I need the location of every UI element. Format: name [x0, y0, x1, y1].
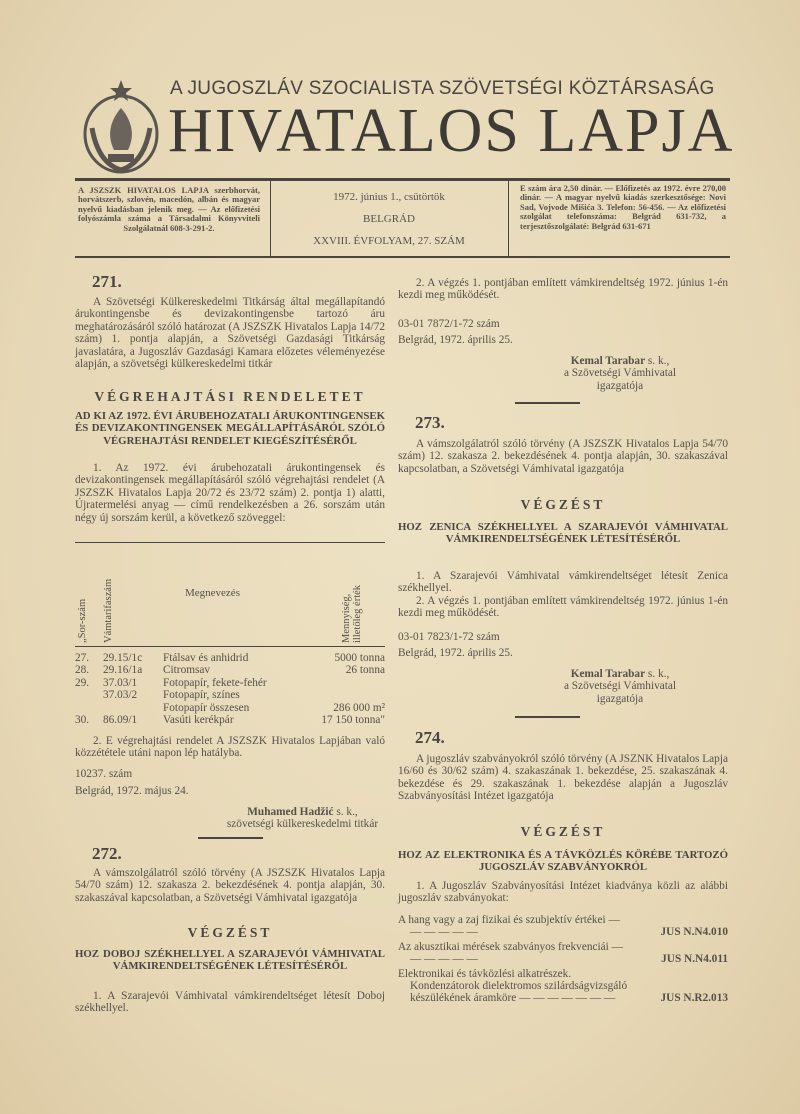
section-number: 271. [92, 272, 122, 291]
section-divider [198, 837, 263, 839]
decree-paragraph: 1. A Jugoszláv Szabványosítási Intézet kiadványa közli az alábbi jugoszláv szabványokat: [398, 880, 728, 905]
signer-title: a Szövetségi Vámhivatal igazgatója [563, 367, 677, 392]
section-number: 273. [415, 413, 445, 432]
reference-number: 03-01 7823/1-72 szám [398, 631, 500, 643]
table-cell [75, 702, 103, 714]
signature [220, 806, 385, 831]
standard-title: Elektronikai és távközlési alkatrészek. Kondenzátorok dielektromos szilárdságvizsgáló készülékének áramköre — — — — — — — [398, 967, 628, 1005]
signer-name: Kemal Tarabar [570, 355, 646, 367]
table-cell: Citromsav [163, 664, 211, 677]
place-date: Belgrád, 1972. április 25. [398, 334, 513, 346]
table-row [75, 689, 385, 701]
masthead-supertitle: A JUGOSZLÁV SZOCIALISTA SZÖVETSÉGI KÖZTÁRSASÁG [170, 78, 715, 99]
decree-title: VÉGZÉST [187, 925, 273, 940]
issue-number: XXVIII. ÉVFOLYAM, 27. SZÁM [313, 235, 465, 247]
table-row [75, 714, 385, 726]
table-cell: 26 tonna [345, 664, 385, 677]
table-row [75, 677, 385, 689]
table-cell: Fotopapír összesen [163, 701, 250, 714]
quota-table [75, 542, 385, 726]
coat-of-arms-emblem [78, 78, 164, 182]
standard-item [398, 968, 728, 1005]
section-divider [515, 402, 580, 404]
header-tariff: Vámtarifaszám [103, 578, 114, 643]
signer-title: szövetségi külkereskedelmi titkár [226, 818, 379, 831]
decree-subtitle: HOZ AZ ELEKTRONIKA ÉS A TÁVKÖZLÉS KÖRÉBE TARTOZÓ JUGOSZLÁV SZABVÁNYOKRÓL [398, 849, 728, 874]
signature [545, 668, 695, 705]
header-top-rule [75, 178, 730, 181]
table-cell: 286 000 m² [333, 701, 385, 714]
place-date: Belgrád, 1972. április 25. [398, 647, 513, 659]
standard-code: JUS N.N4.010 [660, 926, 728, 939]
table-cell: Fotopapír, fekete-fehér [163, 676, 267, 689]
standard-code: JUS N.N4.011 [661, 953, 728, 966]
header-name: Megnevezés [185, 587, 240, 599]
decree-paragraph: 1. Az 1972. évi árubehozatali árukontingensek és devizakontingensek megállapításáról szóló végrehajtási rendelet (A JSZSZK Hivatalos Lapja 20/72 és 23/72 szám) 2. pontja 1) alatti, Újratermelési anyag — című rendelkezésben a 26. sorszám után négy új sorszám kerül, a következő szöveggel: [75, 462, 385, 524]
signer-title: a Szövetségi Vámhivatal igazgatója [563, 680, 677, 705]
table-cell: 27. [75, 652, 90, 664]
section-intro: A jugoszláv szabványokról szóló törvény (A JSZNK Hivatalos Lapja 16/60 és 30/62 szám) 4. szakaszának 1. bekezdése, 25. szakaszának 4. bekezdése és 29. szakaszának 1. bekezdése alapján a Jugoszláv Szabványosítási Intézet igazgatója [398, 753, 728, 803]
header-serial: „Sor-szám [77, 598, 88, 643]
place-date: Belgrád, 1972. május 24. [75, 785, 189, 797]
section-number: 274. [415, 728, 445, 747]
table-cell: 37.03/2 [103, 689, 138, 702]
decree-paragraph: 2. E végrehajtási rendelet A JSZSZK Hivatalos Lapjában való közzététele utáni napon lép hatályba. [75, 735, 385, 760]
decree-subtitle: AD KI AZ 1972. ÉVI ÁRUBEHOZATALI ÁRUKONTINGENSEK ÉS DEVIZAKONTINGENSEK MEGÁLLAPÍTÁSÁRÓL SZÓLÓ VÉGREHAJTÁSI RENDELET KIEGÉSZÍTÉSÉRŐL [75, 410, 385, 447]
signer-name: Muhamed Hadžić [247, 806, 334, 818]
table-cell: 37.03/1 [103, 676, 138, 689]
section-intro: A vámszolgálatról szóló törvény (A JSZSZK Hivatalos Lapja 54/70 szám) 12. szakasza 2. bekezdésének 4. pontja alapján, 30. szakaszával kapcsolatban, a Szövetségi Vámhivatal igazgatója [75, 867, 385, 904]
decree-subtitle: HOZ ZENICA SZÉKHELLYEL A SZARAJEVÓI VÁMHIVATAL VÁMKIRENDELTSÉGÉNEK LÉTESÍTÉSÉRŐL [398, 521, 728, 546]
publication-info: A JSZSZK HIVATALOS LAPJA szerbhorvát, horvátszerb, szlovén, macedón, albán és magyar nyelvű kiadásban jelenik meg. — Az előfizetési folyószámla száma a Társadalmi Könyvviteli Szolgálatnál 608-3-291-2. [78, 185, 260, 233]
standard-code: JUS N.R2.013 [660, 992, 728, 1005]
signer-suffix: s. k., [336, 806, 358, 818]
table-row [75, 702, 385, 714]
decree-paragraph: 1. A Szarajevói Vámhivatal vámkirendeltséget létesít Zenica székhellyel. [398, 570, 728, 595]
table-cell: 29.16/1a [103, 664, 143, 677]
standard-item [398, 941, 728, 966]
header-quantity: Mennyiség, illetőleg érték [341, 584, 363, 643]
decree-title: VÉGZÉST [520, 824, 606, 839]
decree-paragraph: 2. A végzés 1. pontjában említett vámkirendeltség 1972. június 1-én kezdi meg működését. [398, 277, 728, 302]
table-row [75, 652, 385, 664]
table-cell [103, 702, 163, 714]
signer-suffix: s. k., [647, 668, 670, 680]
table-cell: 30. [75, 714, 90, 727]
table-header [75, 543, 385, 647]
reference-number: 10237. szám [75, 768, 133, 780]
table-cell: Vasúti kerékpár [163, 714, 234, 727]
signer-name: Kemal Tarabar [570, 668, 646, 680]
table-cell [298, 677, 385, 689]
signature [545, 355, 695, 392]
decree-subtitle: HOZ DOBOJ SZÉKHELLYEL A SZARAJEVÓI VÁMHIVATAL VÁMKIRENDELTSÉGÉNEK LÉTESÍTÉSÉRŐL [75, 948, 385, 973]
divider [270, 181, 271, 256]
issue-date: 1972. június 1., csütörtök [333, 191, 445, 203]
reference-number: 03-01 7872/1-72 szám [398, 318, 500, 330]
signer-suffix: s. k., [647, 355, 670, 367]
standard-item [398, 914, 728, 939]
table-cell: 17 150 tonna" [321, 714, 385, 727]
issue-info [290, 188, 488, 251]
table-cell: 28. [75, 664, 90, 677]
decree-title: VÉGZÉST [520, 497, 606, 512]
standard-title: A hang vagy a zaj fizikai és szubjektív értékei — — — — — — [398, 914, 620, 939]
issue-city: BELGRÁD [363, 213, 415, 225]
section-divider [515, 716, 580, 718]
table-cell [75, 689, 103, 701]
standard-title: Az akusztikai mérések szabványos frekvenciái — — — — — — [398, 940, 623, 966]
divider [508, 181, 509, 256]
section-intro: A Szövetségi Külkereskedelmi Titkárság által megállapítandó árukontingensbe és devizakontingensbe tartozó áru meghatározásáról szóló határozat (A JSZSZK Hivatalos Lapja 14/72 szám) 1. pontja alapján, a Szövetségi Gazdasági Titkárság javaslatára, a Jugoszláv Gazdasági Kamara előzetes véleményezése alapján, a szövetségi külkereskedelmi titkár [75, 296, 385, 371]
decree-title: VÉGREHAJTÁSI RENDELETET [94, 389, 366, 404]
header-bottom-rule [75, 256, 730, 258]
table-cell: Fotopapír, színes [163, 689, 240, 702]
table-cell: 29.15/1c [103, 652, 143, 664]
decree-paragraph: 2. A végzés 1. pontjában említett vámkirendeltség 1972. június 1-én kezdi meg működését. [398, 595, 728, 620]
subscription-info: E szám ára 2,50 dinár. — Előfizetés az 1972. évre 270,00 dinár. — A magyar nyelvű kiadás szerkesztősége: Novi Sad, Vojvode Mišića 3. Telefon: 56-456. — Az előfizetési szolgálat telefonszáma: Belgrád 631-732, a terjesztőszolgálaté: Belgrád 631-671 [520, 183, 726, 231]
table-cell [298, 689, 385, 701]
section-number: 272. [92, 844, 122, 863]
masthead-title: HIVATALOS LAPJA [168, 97, 735, 165]
table-cell: 29. [75, 676, 90, 689]
table-cell: Ftálsav és anhidrid [163, 652, 249, 664]
standards-list [398, 914, 728, 1007]
section-intro: A vámszolgálatról szóló törvény (A JSZSZK Hivatalos Lapja 54/70 szám) 12. szakasza 2. bekezdésének 4. pontja alapján, 30. szakaszával kapcsolatban, a Szövetségi Vámhivatal igazgatója [398, 438, 728, 475]
decree-paragraph: 1. A Szarajevói Vámhivatal vámkirendeltséget létesít Doboj székhellyel. [75, 990, 385, 1015]
table-row [75, 664, 385, 676]
table-cell: 5000 tonna [334, 652, 385, 664]
table-cell: 86.09/1 [103, 714, 138, 727]
